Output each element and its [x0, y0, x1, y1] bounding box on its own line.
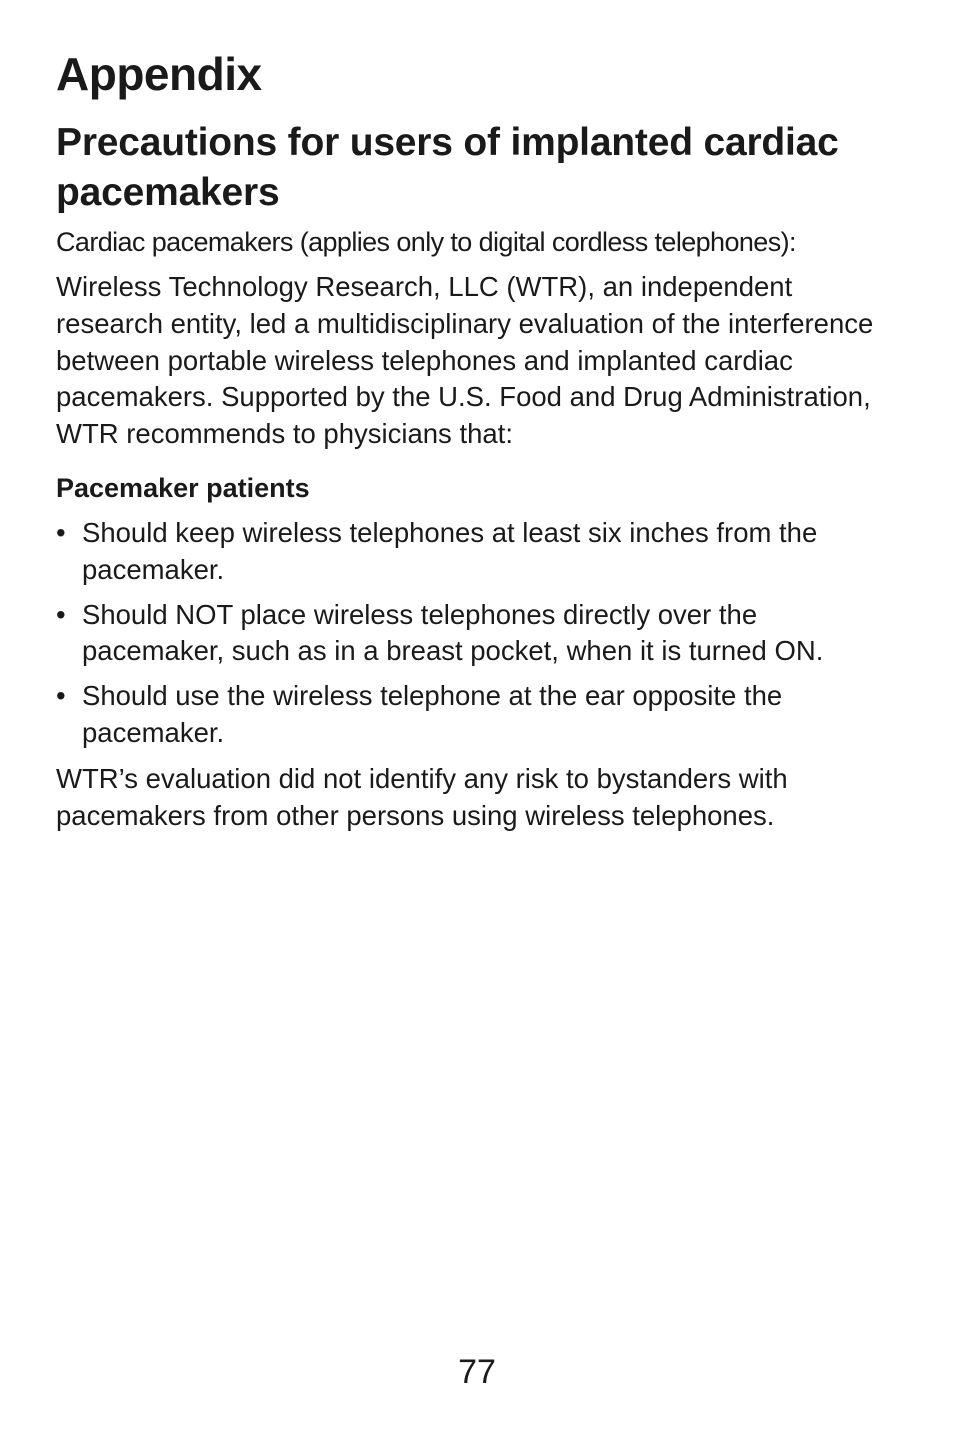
list-item: [56, 597, 906, 671]
list-item: [56, 678, 906, 752]
body-paragraph-bystanders: WTR’s evaluation did not identify any risk to bystanders with pacemakers from other persons using wireless telephones.: [56, 763, 788, 831]
page-title: Appendix: [56, 48, 262, 100]
page-number: 77: [458, 1353, 496, 1391]
bullet-icon: •: [56, 517, 66, 548]
body-paragraph-wtr: Wireless Technology Research, LLC (WTR), an independent research entity, led a multidisciplinary evaluation of the interference between portable wireless telephones and implanted cardiac pacemakers. Supported by the U.S. Food and Drug Administration, WTR recommends to physicians that:: [56, 271, 874, 450]
list-item-text: Should use the wireless telephone at the ear opposite the pacemaker.: [82, 680, 783, 748]
bullet-icon: •: [56, 598, 66, 630]
subsection-heading: Pacemaker patients: [56, 473, 310, 503]
section-title: Precautions for users of implanted cardiac pacemakers: [56, 121, 839, 214]
recommendation-list: [56, 515, 906, 760]
intro-text: Cardiac pacemakers (applies only to digital cordless telephones):: [56, 227, 796, 257]
bullet-icon: •: [56, 680, 66, 712]
list-item: [56, 515, 906, 589]
list-item-text: Should keep wireless telephones at least six inches from the pacemaker.: [82, 517, 818, 585]
list-item-text: Should NOT place wireless telephones directly over the pacemaker, such as in a breast pocket, when it is turned ON.: [82, 598, 824, 667]
